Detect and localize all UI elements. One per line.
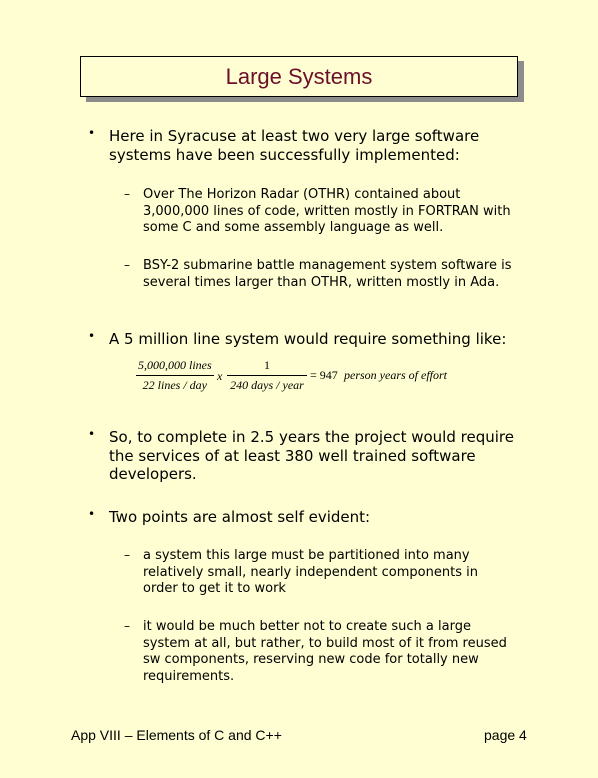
bullet-text: A 5 million line system would require something like: [109,330,507,348]
footer-course: App VIII – Elements of C and C++ [71,727,282,743]
dash-icon: – [124,258,130,272]
formula-denominator: 22 lines / day [142,378,207,392]
bullet-icon: • [88,507,96,521]
fraction-bar [136,375,214,376]
sub-bullet-text: BSY-2 submarine battle management system software is several times larger than OTHR, written mostly in Ada. [143,258,512,290]
bullet-icon: • [88,329,96,343]
bullet-text: Here in Syracuse at least two very large software systems have been successfully implemented: [109,127,480,164]
dash-icon: – [124,619,130,633]
footer-page-number: page 4 [484,727,527,743]
fraction-bar [227,375,307,376]
bullet-text: So, to complete in 2.5 years the project would require the services of at least 380 well trained software developers. [109,428,514,483]
dash-icon: – [124,187,130,201]
formula-result: = 947 [310,368,338,382]
bullet-icon: • [88,427,96,441]
sub-bullet-text: it would be much better not to create such a large system at all, but rather, to build most of it from reused sw components, reserving new code for totally new requirements. [143,619,507,684]
formula [136,358,476,398]
formula-numerator: 5,000,000 lines [138,358,212,372]
page-title: Large Systems [225,63,373,89]
sub-bullet-text: Over The Horizon Radar (OTHR) contained about 3,000,000 lines of code, written mostly in FORTRAN with some C and some assembly language as well. [143,187,511,235]
dash-icon: – [124,548,130,562]
formula-result-text: person years of effort [344,368,447,382]
times-sign: x [217,369,223,383]
sub-bullet-text: a system this large must be partitioned into many relatively small, nearly independent components in order to get it to work [143,548,478,596]
bullet-icon: • [88,126,96,140]
fraction-days [227,358,307,393]
formula-denominator: 240 days / year [230,378,304,392]
formula-numerator: 1 [264,358,270,372]
fraction-lines [136,358,214,393]
bullet-text: Two points are almost self evident: [109,508,371,526]
title-box [80,56,518,97]
